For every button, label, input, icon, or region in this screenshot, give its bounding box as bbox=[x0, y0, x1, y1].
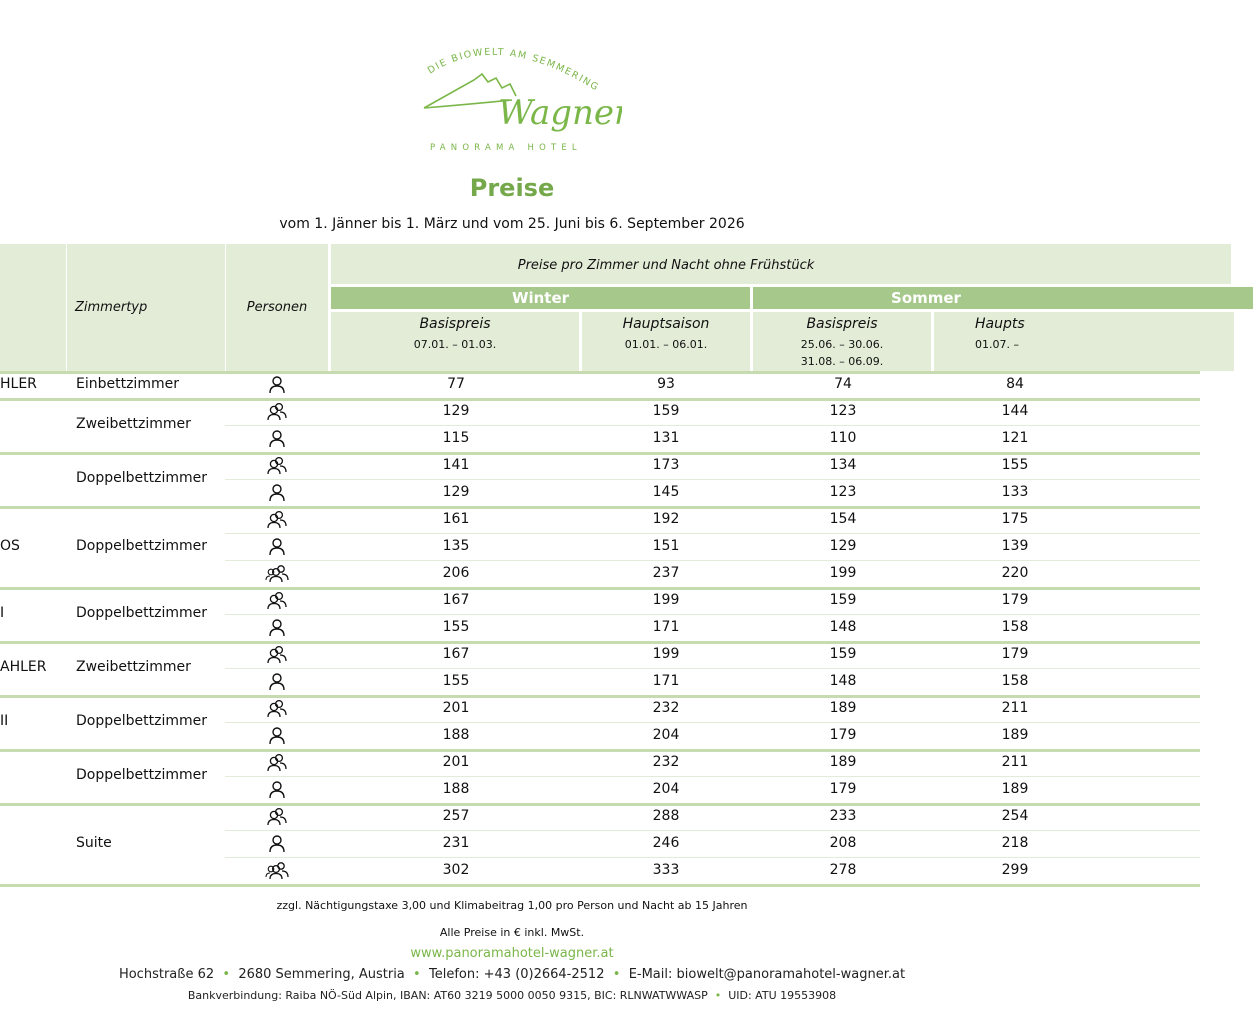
group-divider bbox=[0, 452, 1200, 455]
col-date: 25.06. – 30.06. bbox=[800, 338, 884, 351]
two-persons-icon bbox=[265, 456, 289, 476]
vat-note: Alle Preise in € inkl. MwSt. bbox=[439, 926, 585, 939]
price-cell: 233 bbox=[829, 808, 857, 824]
row-divider bbox=[225, 776, 1200, 777]
price-cell: 179 bbox=[829, 781, 857, 797]
header-prices-caption: Preise pro Zimmer und Nacht ohne Frühstück bbox=[517, 258, 815, 273]
price-cell: 129 bbox=[442, 403, 470, 419]
room-type: Zweibettzimmer bbox=[76, 659, 191, 675]
hotel-logo bbox=[412, 36, 622, 156]
room-type: Doppelbettzimmer bbox=[76, 537, 207, 554]
col-label: Basispreis bbox=[806, 316, 878, 332]
price-cell: 141 bbox=[442, 457, 470, 473]
room-type: Suite bbox=[76, 834, 112, 851]
header-name-cell bbox=[0, 244, 66, 371]
price-cell: 129 bbox=[829, 538, 857, 554]
uid: UID: ATU 19553908 bbox=[728, 989, 837, 1002]
price-cell: 199 bbox=[829, 565, 857, 581]
room-name: OS bbox=[0, 537, 20, 554]
room-type: Zweibettzimmer bbox=[76, 416, 191, 432]
room-group bbox=[0, 641, 1200, 695]
website-link[interactable]: www.panoramahotel-wagner.at bbox=[410, 946, 614, 961]
price-cell: 299 bbox=[1001, 862, 1029, 878]
price-cell: 93 bbox=[657, 376, 675, 392]
price-cell: 171 bbox=[652, 673, 680, 689]
col-label: Basispreis bbox=[419, 316, 491, 332]
group-divider bbox=[0, 695, 1200, 698]
price-cell: 161 bbox=[442, 511, 470, 527]
price-cell: 84 bbox=[1006, 376, 1024, 392]
header-caption-cell bbox=[331, 244, 1231, 284]
group-divider bbox=[0, 506, 1200, 509]
price-cell: 144 bbox=[1001, 403, 1029, 419]
price-cell: 204 bbox=[652, 781, 680, 797]
address-street: Hochstraße 62 bbox=[118, 967, 215, 982]
tax-note: zzgl. Nächtigungstaxe 3,00 und Klimabeitrag 1,00 pro Person und Nacht ab 15 Jahren bbox=[276, 899, 748, 912]
price-cell: 189 bbox=[1001, 727, 1029, 743]
price-cell: 278 bbox=[829, 862, 857, 878]
row-divider bbox=[225, 614, 1200, 615]
header-col-1 bbox=[331, 312, 579, 371]
price-cell: 123 bbox=[829, 484, 857, 500]
logo-arc-text: DIE BIOWELT AM SEMMERING bbox=[425, 46, 602, 94]
table-bottom-line bbox=[0, 884, 1200, 887]
header-col-3 bbox=[753, 312, 931, 371]
three-persons-icon bbox=[263, 861, 287, 881]
room-name: AHLER bbox=[0, 659, 47, 675]
separator-dot: • bbox=[218, 967, 235, 982]
price-cell: 133 bbox=[1001, 484, 1029, 500]
price-cell: 171 bbox=[652, 619, 680, 635]
row-divider bbox=[225, 533, 1200, 534]
address-line bbox=[0, 967, 1024, 982]
header-personen: Personen bbox=[246, 300, 308, 315]
price-cell: 110 bbox=[829, 430, 857, 446]
price-cell: 179 bbox=[829, 727, 857, 743]
price-cell: 155 bbox=[442, 619, 470, 635]
room-group bbox=[0, 371, 1200, 398]
price-cell: 201 bbox=[442, 754, 470, 770]
price-cell: 333 bbox=[652, 862, 680, 878]
price-cell: 167 bbox=[442, 592, 470, 608]
season-sommer bbox=[753, 287, 1253, 309]
room-type: Doppelbettzimmer bbox=[76, 713, 207, 729]
price-cell: 145 bbox=[652, 484, 680, 500]
header-col-4 bbox=[934, 312, 1234, 371]
header-col-2 bbox=[582, 312, 750, 371]
price-cell: 158 bbox=[1001, 673, 1029, 689]
price-cell: 288 bbox=[652, 808, 680, 824]
price-cell: 154 bbox=[829, 511, 857, 527]
price-cell: 139 bbox=[1001, 538, 1029, 554]
price-cell: 188 bbox=[442, 781, 470, 797]
price-cell: 237 bbox=[652, 565, 680, 581]
email[interactable]: E-Mail: biowelt@panoramahotel-wagner.at bbox=[628, 967, 906, 982]
room-group bbox=[0, 452, 1200, 506]
room-name: I bbox=[0, 605, 5, 621]
price-cell: 179 bbox=[1001, 592, 1029, 608]
price-cell: 302 bbox=[442, 862, 470, 878]
room-group bbox=[0, 506, 1200, 587]
price-cell: 131 bbox=[652, 430, 680, 446]
price-cell: 232 bbox=[652, 700, 680, 716]
page-title: Preise bbox=[469, 174, 555, 202]
price-cell: 159 bbox=[829, 646, 857, 662]
col-date: 07.01. – 01.03. bbox=[413, 338, 497, 351]
price-cell: 167 bbox=[442, 646, 470, 662]
phone: Telefon: +43 (0)2664-2512 bbox=[429, 967, 605, 982]
room-type: Doppelbettzimmer bbox=[76, 470, 207, 486]
address-city: 2680 Semmering, Austria bbox=[238, 967, 405, 982]
two-persons-icon bbox=[265, 402, 289, 422]
price-cell: 179 bbox=[1001, 646, 1029, 662]
price-cell: 189 bbox=[829, 700, 857, 716]
group-divider bbox=[0, 641, 1200, 644]
separator-dot: • bbox=[608, 967, 625, 982]
logo-script: Wagner bbox=[498, 93, 622, 133]
price-cell: 257 bbox=[442, 808, 470, 824]
price-cell: 155 bbox=[442, 673, 470, 689]
single-person-icon bbox=[265, 483, 289, 503]
price-cell: 254 bbox=[1001, 808, 1029, 824]
single-person-icon bbox=[265, 834, 289, 854]
price-cell: 115 bbox=[442, 430, 470, 446]
separator-dot: • bbox=[711, 989, 725, 1002]
group-divider bbox=[0, 749, 1200, 752]
room-group bbox=[0, 587, 1200, 641]
bank-line bbox=[0, 989, 1024, 1002]
logo-graphic bbox=[412, 36, 622, 156]
price-cell: 159 bbox=[652, 403, 680, 419]
single-person-icon bbox=[265, 780, 289, 800]
col-date: 01.01. – 06.01. bbox=[624, 338, 708, 351]
room-group bbox=[0, 695, 1200, 749]
bank-details: Bankverbindung: Raiba NÖ-Süd Alpin, IBAN: AT60 3219 5000 0050 9315, BIC: RLNWATWWASP bbox=[187, 989, 708, 1002]
price-cell: 220 bbox=[1001, 565, 1029, 581]
group-divider bbox=[0, 398, 1200, 401]
room-type: Doppelbettzimmer bbox=[76, 605, 207, 621]
header-zimmertyp: Zimmertyp bbox=[75, 300, 148, 315]
price-cell: 77 bbox=[447, 376, 465, 392]
page-subtitle: vom 1. Jänner bis 1. März und vom 25. Juni bis 6. September 2026 bbox=[279, 216, 745, 232]
col-date: 31.08. – 06.09. bbox=[800, 355, 884, 368]
row-divider bbox=[225, 560, 1200, 561]
room-type: Einbettzimmer bbox=[76, 375, 179, 392]
two-persons-icon bbox=[265, 753, 289, 773]
row-divider bbox=[225, 830, 1200, 831]
season-winter: Winter bbox=[331, 287, 750, 309]
price-cell: 175 bbox=[1001, 511, 1029, 527]
price-cell: 246 bbox=[652, 835, 680, 851]
price-cell: 129 bbox=[442, 484, 470, 500]
price-cell: 211 bbox=[1001, 754, 1029, 770]
price-cell: 199 bbox=[652, 592, 680, 608]
group-divider bbox=[0, 371, 1200, 374]
two-persons-icon bbox=[265, 645, 289, 665]
price-cell: 204 bbox=[652, 727, 680, 743]
group-divider bbox=[0, 587, 1200, 590]
price-cell: 218 bbox=[1001, 835, 1029, 851]
price-cell: 189 bbox=[1001, 781, 1029, 797]
two-persons-icon bbox=[265, 510, 289, 530]
col-label: Hauptsaison bbox=[622, 316, 710, 332]
col-label: Haupts bbox=[975, 316, 1025, 332]
price-cell: 192 bbox=[652, 511, 680, 527]
price-cell: 201 bbox=[442, 700, 470, 716]
header-zimmertyp-cell bbox=[67, 244, 225, 371]
single-person-icon bbox=[265, 672, 289, 692]
room-group bbox=[0, 398, 1200, 452]
price-cell: 151 bbox=[652, 538, 680, 554]
price-cell: 159 bbox=[829, 592, 857, 608]
separator-dot: • bbox=[408, 967, 425, 982]
price-cell: 135 bbox=[442, 538, 470, 554]
price-cell: 231 bbox=[442, 835, 470, 851]
season-sommer-label: Sommer bbox=[891, 289, 961, 307]
price-cell: 123 bbox=[829, 403, 857, 419]
two-persons-icon bbox=[265, 807, 289, 827]
room-type: Doppelbettzimmer bbox=[76, 767, 207, 783]
price-cell: 148 bbox=[829, 673, 857, 689]
header-personen-cell bbox=[226, 244, 328, 371]
single-person-icon bbox=[265, 429, 289, 449]
logo-bottom-text: PANORAMA HOTEL bbox=[430, 143, 582, 153]
price-cell: 155 bbox=[1001, 457, 1029, 473]
col-date: 01.07. – bbox=[975, 338, 1019, 351]
room-name: HLER bbox=[0, 375, 37, 392]
price-cell: 134 bbox=[829, 457, 857, 473]
three-persons-icon bbox=[263, 564, 287, 584]
single-person-icon bbox=[265, 618, 289, 638]
price-cell: 158 bbox=[1001, 619, 1029, 635]
two-persons-icon bbox=[265, 699, 289, 719]
room-name: II bbox=[0, 713, 9, 729]
price-cell: 188 bbox=[442, 727, 470, 743]
price-cell: 208 bbox=[829, 835, 857, 851]
row-divider bbox=[225, 425, 1200, 426]
two-persons-icon bbox=[265, 591, 289, 611]
price-cell: 173 bbox=[652, 457, 680, 473]
group-divider bbox=[0, 803, 1200, 806]
price-cell: 74 bbox=[834, 376, 852, 392]
room-group bbox=[0, 749, 1200, 803]
price-cell: 211 bbox=[1001, 700, 1029, 716]
price-cell: 189 bbox=[829, 754, 857, 770]
row-divider bbox=[225, 668, 1200, 669]
row-divider bbox=[225, 857, 1200, 858]
price-cell: 121 bbox=[1001, 430, 1029, 446]
price-cell: 148 bbox=[829, 619, 857, 635]
price-cell: 206 bbox=[442, 565, 470, 581]
single-person-icon bbox=[265, 537, 289, 557]
price-cell: 199 bbox=[652, 646, 680, 662]
single-person-icon bbox=[265, 726, 289, 746]
price-cell: 232 bbox=[652, 754, 680, 770]
single-person-icon bbox=[265, 375, 289, 395]
room-group bbox=[0, 803, 1200, 884]
row-divider bbox=[225, 722, 1200, 723]
row-divider bbox=[225, 479, 1200, 480]
